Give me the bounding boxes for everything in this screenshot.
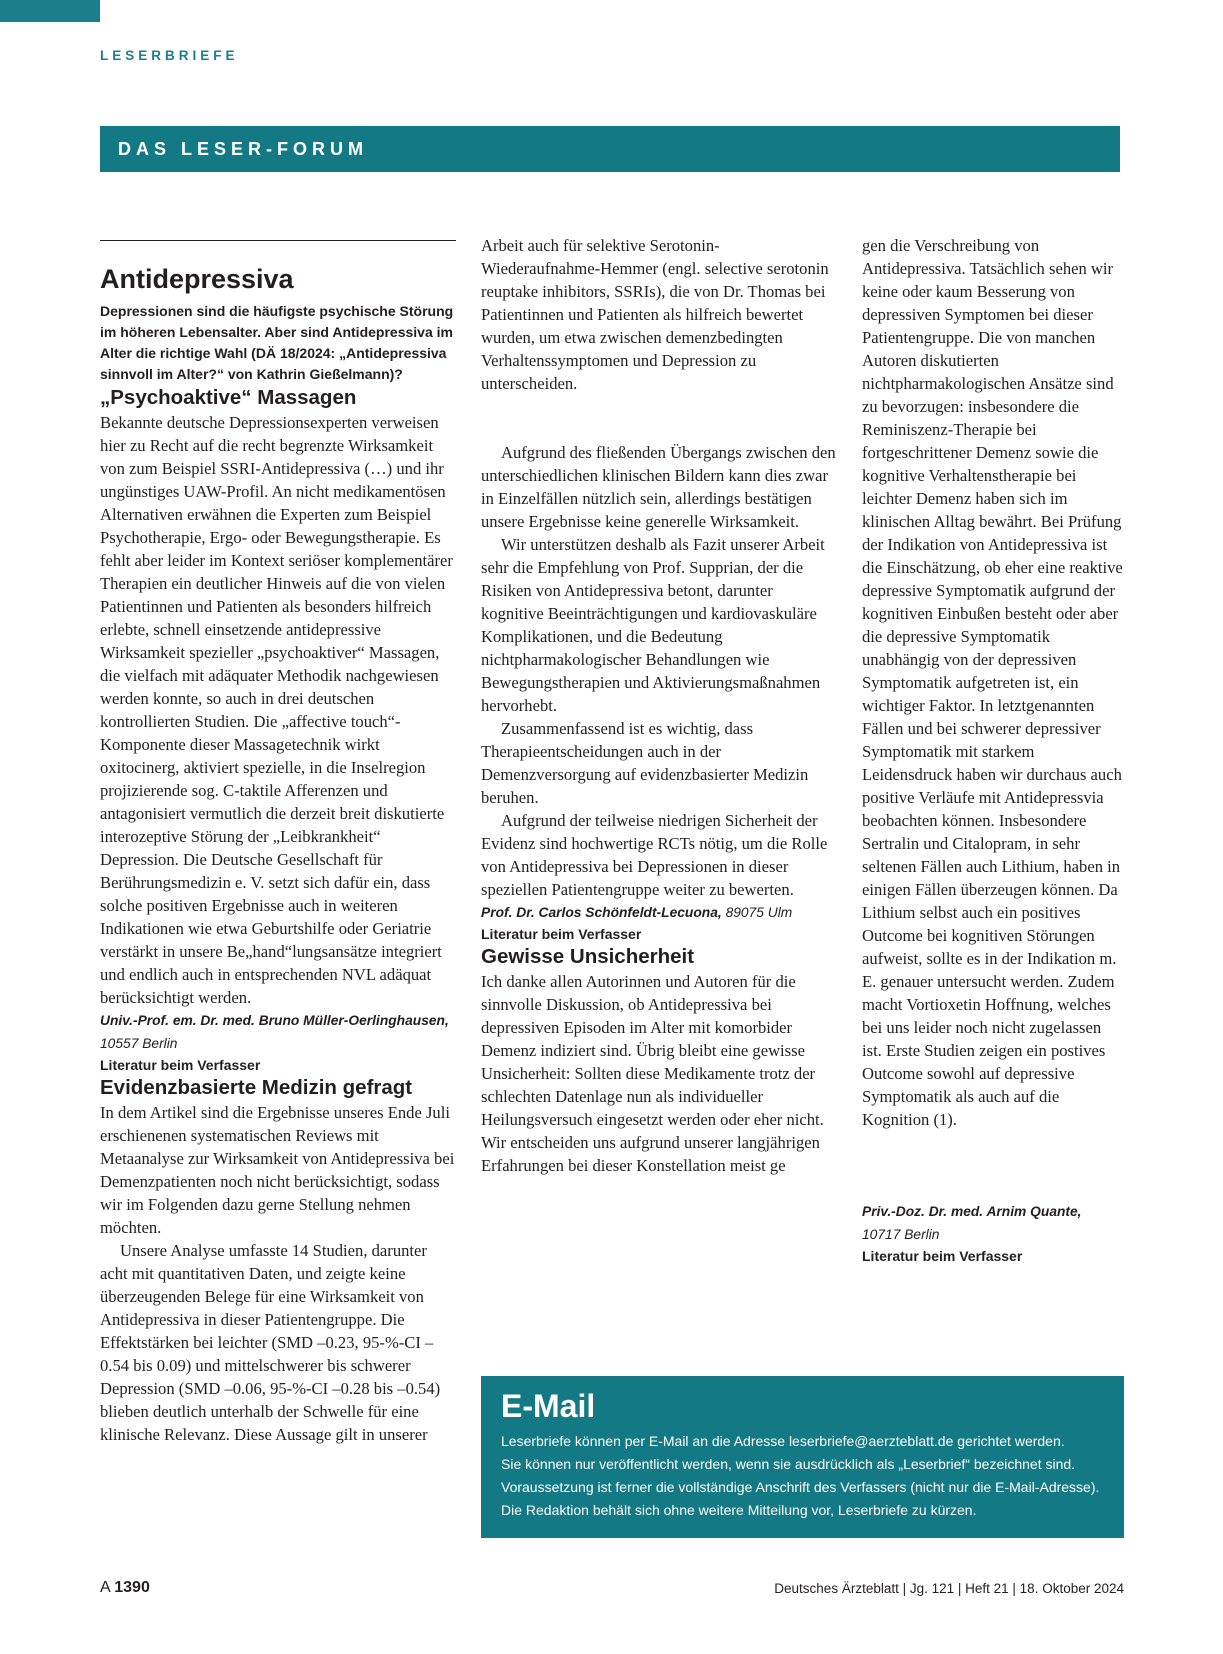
title-rule — [100, 240, 456, 241]
letter-3-title: Gewisse Unsicherheit — [481, 945, 695, 968]
email-box-line: Die Redaktion behält sich ohne weitere Mitteilung vor, Leserbriefe zu kürzen. — [501, 1502, 977, 1518]
letter-2-paragraph: In dem Artikel sind die Ergebnisse unseres Ende Juli erschienenen systematischen Reviews mit Metaanalyse zur Wirksamkeit von Antidepressiva bei Demenzpatienten noch nicht berücksichtigt, sodass wir im Folgenden dazu gerne Stellung nehmen möchten. — [100, 1103, 455, 1237]
article-lead: Depressionen sind die häufigste psychische Störung im höheren Lebensalter. Aber sind Antidepressiva im Alter die richtige Wahl (DÄ 18/2024: „Antidepressiva sinnvoll im Alter?“ von Kathrin Gießelmann)? — [100, 303, 454, 382]
section-label: LESERBRIEFE — [100, 48, 239, 63]
letter-1-title: „Psychoaktive“ Massagen — [100, 386, 357, 409]
email-info-box — [481, 1376, 1124, 1538]
letter-3-author — [862, 1200, 1124, 1246]
column-3 — [862, 234, 1124, 1266]
letter-1-paragraph: Bekannte deutsche Depressionsexperten verweisen hier zu Recht auf die recht begrenzte Wirksamkeit von zum Beispiel SSRI-Antidepressiva (…) und ihr ungünstiges UAW-Profil. An nicht medikamentösen Alternativen erwähnen die Experten zum Beispiel Psychotherapie, Ergo- oder Bewegungstherapie. Es fehlt aber leider im Kontext seriöser komplementärer Therapien ein deutlicher Hinweis auf die von vielen Patientinnen und Patienten als besonders hilfreich erlebte, schnell einsetzende antidepressive Wirksamkeit spezieller „psychoaktiver“ Massagen, die vielfach mit adäquater Methodik nachgewiesen werden konnte, so auch in drei deutschen kontrollierten Studien. Die „affective touch“-Komponente dieser Massagetechnik wirkt oxitocinerg, aktiviert spezielle, in die Inselregion projizierende sog. C-taktile Afferenzen und antagonisiert vermutlich die derzeit breit diskutierte interozeptive Störung der „Leibkrankheit“ Depression. Die Deutsche Gesellschaft für Berührungsmedizin e. V. setzt sich dafür ein, dass solche positiven Ergebnisse auch in weiteren Indikationen wie etwa Geburtshilfe oder Geriatrie verstärkt in unsere Be„hand“lungsansätze integriert und endlich auch in entsprechenden NVL adäquat berücksichtigt werden. — [100, 413, 453, 1007]
letter-2-continuation-wrap — [481, 234, 837, 441]
column-1 — [100, 240, 456, 1446]
letter-3-continuation-wrap — [862, 234, 1124, 1200]
letter-2-author-place: 89075 Ulm — [725, 905, 793, 920]
letter-1-author — [100, 1009, 456, 1055]
letter-3-author-name: Priv.-Doz. Dr. med. Arnim Quante, — [862, 1204, 1082, 1219]
letter-1-literature: Literatur beim Verfasser — [100, 1057, 261, 1073]
letter-1-author-place: 10557 Berlin — [100, 1036, 178, 1051]
letter-3-author-place: 10717 Berlin — [862, 1227, 940, 1242]
letter-3-literature: Literatur beim Verfasser — [862, 1248, 1023, 1264]
email-box-title: E-Mail — [501, 1388, 596, 1424]
email-box-line: Leserbriefe können per E-Mail an die Adresse leserbriefe@aerzteblatt.de gerichtet werden. — [501, 1433, 1065, 1449]
letter-2-paragraph: Aufgrund des fließenden Übergangs zwischen den unterschiedlichen klinischen Bildern kann dies zwar in Einzelfällen nützlich sein, allerdings bestätigen unsere Ergebnisse keine generelle Wirksamkeit. — [481, 443, 836, 531]
page-number-value: 1390 — [114, 1579, 150, 1596]
page-prefix: A — [100, 1579, 110, 1596]
email-box-line: Sie können nur veröffentlicht werden, wenn sie ausdrücklich als „Leserbrief“ bezeichnet sind. — [501, 1456, 1076, 1472]
email-box-line: Voraussetzung ist ferner die vollständige Anschrift des Verfassers (nicht nur die E-Mail-Adresse). — [501, 1479, 1100, 1495]
letter-1-author-name: Univ.-Prof. em. Dr. med. Bruno Müller-Oerlinghausen, — [100, 1013, 449, 1028]
letter-2-literature: Literatur beim Verfasser — [481, 926, 642, 942]
letter-2-paragraph: Unsere Analyse umfasste 14 Studien, darunter acht mit quantitativen Daten, und zeigte keine überzeugenden Belege für eine Wirksamkeit von Antidepressiva in dieser Patientengruppe. Die Effektstärken bei leichter (SMD –0.23, 95-%-CI –0.54 bis 0.09) und mittelschwerer bis schwerer Depression (SMD –0.06, 95-%-CI –0.28 bis –0.54) blieben deutlich unterhalb der Schwelle für eine klinische Relevanz. Diese Aussage gilt in unserer — [100, 1241, 441, 1444]
forum-banner: DAS LESER-FORUM — [100, 126, 1120, 172]
letter-2-paragraph: Wir unterstützen deshalb als Fazit unserer Arbeit sehr die Empfehlung von Prof. Supprian, der die Risiken von Antidepressiva betont, darunter kognitive Beeinträchtigungen und kardiovaskuläre Komplikationen, und die Bedeutung nichtpharmakologischer Behandlungen wie Bewegungstherapien und Aktivierungsmaßnahmen hervorhebt. — [481, 535, 825, 715]
letter-2-paragraph: Zusammenfassend ist es wichtig, dass Therapieentscheidungen auch in der Demenzversorgung auf evidenzbasierter Medizin beruhen. — [481, 719, 809, 807]
letter-2-paragraph: Aufgrund der teilweise niedrigen Sicherheit der Evidenz sind hochwertige RCTs nötig, um die Rolle von Antidepressiva bei Depressionen in dieser speziellen Patientengruppe weiter zu bewerten. — [481, 811, 828, 899]
letter-2-author-name: Prof. Dr. Carlos Schönfeldt-Lecuona, — [481, 905, 722, 920]
letter-2-paragraph-continued: Arbeit auch für selektive Serotonin-Wiederaufnahme-Hemmer (engl. selective serotonin reuptake inhibitors, SSRIs), die von Dr. Thomas bei Patientinnen und Patienten als hilfreich bewertet wurden, um etwa zwischen demenzbedingten Verhaltenssymptomen und Depression zu unterscheiden. — [481, 236, 829, 393]
page-number — [100, 1579, 150, 1597]
article-title: Antidepressiva — [100, 264, 294, 294]
letter-3-paragraph: Ich danke allen Autorinnen und Autoren für die sinnvolle Diskussion, ob Antidepressiva bei depressiven Episoden im Alter mit komorbider Demenz indiziert sind. Übrig bleibt eine gewisse Unsicherheit: Sollten diese Medikamente trotz der schlechten Datenlage nun als individueller Heilungsversuch eingesetzt werden oder eher nicht. Wir entscheiden uns aufgrund unserer langjährigen Erfahrungen bei dieser Konstellation meist ge — [481, 972, 824, 1175]
corner-accent-bar — [0, 0, 100, 22]
letter-3-paragraph-continued: gen die Verschreibung von Antidepressiva. Tatsächlich sehen wir keine oder kaum Besserung von depressiven Symptomen bei dieser Patientengruppe. Die von manchen Autoren diskutierten nichtpharmakologischen Ansätze sind zu bevorzugen: insbesondere die Reminiszenz-Therapie bei fortgeschrittener Demenz sowie die kognitive Verhaltenstherapie bei leichter Demenz haben sich im klinischen Alltag bewährt. Bei Prüfung der Indikation von Antidepressiva ist die Einschätzung, ob eher eine reaktive depressive Symptomatik aufgrund der kognitiven Einbußen besteht oder aber die depressive Symptomatik unabhängig von der depressiven Symptomatik aufgetreten ist, ein wichtiger Faktor. In letztgenannten Fällen und bei schwerer depressiver Symptomatik mit starkem Leidensdruck haben wir durchaus auch positive Verläufe mit Antidepressvia beobachten können. Insbesondere Sertralin und Citalopram, in sehr seltenen Fällen auch Lithium, haben in einigen Fällen überzeugen können. Da Lithium selbst auch ein positives Outcome bei kognitiven Störungen aufweist, sollte es in der Indikation m. E. genauer untersucht werden. Zudem macht Vortioxetin Hoffnung, welches bei uns leider noch nicht zugelassen ist. Erste Studien zeigen ein postives Outcome sowohl auf depressive Symptomatik als auch auf die Kognition (1). — [862, 236, 1123, 1129]
column-2 — [481, 234, 837, 1177]
letter-2-title: Evidenzbasierte Medizin gefragt — [100, 1076, 413, 1099]
letter-2-author — [481, 901, 837, 924]
journal-info: Deutsches Ärzteblatt | Jg. 121 | Heft 21 | 18. Oktober 2024 — [774, 1581, 1124, 1596]
